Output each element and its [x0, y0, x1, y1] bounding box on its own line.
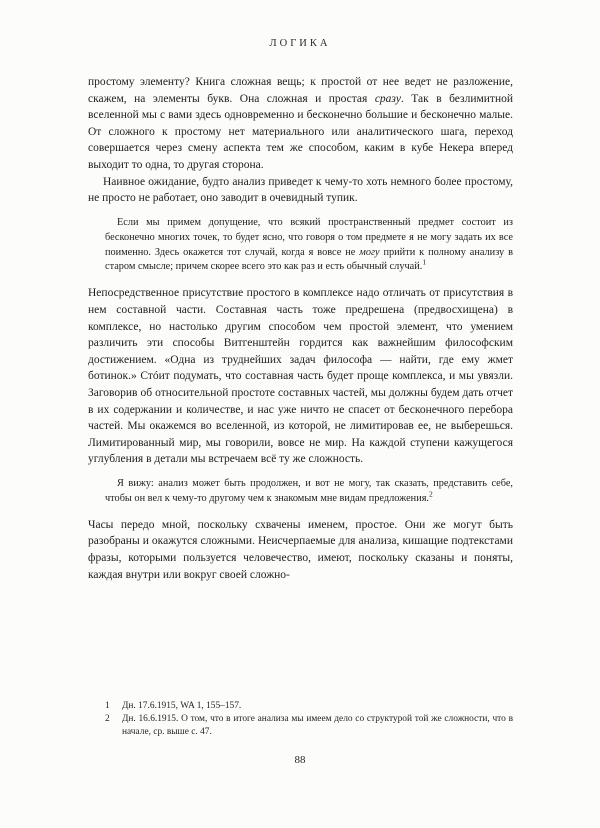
quote-1-text: Если мы примем допущение, что всякий пространственный предмет состоит из бесконечно многих точек, то будет ясно, что говоря о том предмете я не могу задать их все поименно. Здесь окажется тот случай, когда я вовсе не: [105, 216, 513, 258]
paragraph-1-text-cont: . Так в безлимитной вселенной мы с вами здесь одновременно и бесконечно большие и бесконечно малые. От сложного к простому нет материального или аналитического шага, переход совершается через смену аспекта тем же способом, каким в кубе Некера вперед выходит то одна, то другая сторона.: [88, 92, 514, 171]
page-number: 88: [294, 754, 306, 766]
footnotes: [88, 700, 513, 740]
running-head: [0, 38, 600, 49]
footnote-ref-2: 2: [429, 489, 433, 499]
paragraph-2: Наивное ожидание, будто анализ приведет к чему-то хоть немного более простому, не просто не работает, оно заводит в очевидный тупик.: [88, 175, 513, 205]
footnote-ref-1: 1: [422, 258, 427, 268]
block-quote-1: [105, 216, 513, 276]
chapter-title: ЛОГИКА: [269, 38, 331, 49]
text-column: [88, 74, 513, 583]
paragraph-1-text: простому элементу? Книга сложная вещь; к простой от нее ведет не разложение, скажем, на элементы букв. Она сложная и простая: [88, 76, 513, 105]
footnote-1-text: Дн. 17.6.1915, WA 1, 155–157.: [122, 701, 242, 711]
block-quote-2: [105, 477, 513, 507]
italic-word-srazu: сразу: [374, 92, 401, 105]
footnote-1-marker: 1: [105, 701, 110, 711]
paragraph-4: Часы передо мной, поскольку схвачены именем, простое. Они же могут быть разобраны и окажутся сложными. Неисчерпаемые для анализа, кишащие подтекстами фразы, которыми пользуется человечество, имеют, поскольку сказаны и поняты, каждая внутри или вокруг своей сложно-: [88, 518, 513, 581]
footnote-1: [88, 700, 513, 713]
paragraph-1: [88, 74, 513, 174]
quote-2-text: Я вижу: анализ может быть продолжен, и вот не могу, так сказать, представить себе, чтобы он вел к чему-то другому чем к знакомым мне видам предложения.: [105, 477, 513, 504]
footnote-2-text: Дн. 16.6.1915. О том, что в итоге анализа мы имеем дело со структурой той же сложности, что в начале, ср. выше с. 47.: [122, 714, 513, 738]
paragraph-3: Непосредственное присутствие простого в комплексе надо отличать от присутствия в нем составной части. Составная часть тоже предрешена (предвосхищена) в комплексе, но настолько другим способом чем простой элемент, что умением различить эти способы Витгенштейн гордится как важнейшим философским достижением. «Одна из труднейших задач философа — найти, где ему жмет ботинок.» Стóит подумать, что составная часть будет проще комплекса, и мы увязли. Заговорив об относительной простоте составных частей, мы должны будем дать отчет в их содержании и количестве, и нас уже ничто не спасет от бесконечного перебора частей. Мы окажемся во вселенной, из которой, не лимитировав ее, не выберешься. Лимитированный мир, мы говорили, вовсе не мир. На каждой ступени кажущегося углубления в детали мы встречаем всё ту же сложность.: [88, 287, 513, 466]
quote-1-text-cont: прийти к полному анализу в старом смысле; причем скорее всего это как раз и есть обычный случай.: [105, 246, 513, 273]
footnote-2: [88, 713, 513, 739]
footnote-2-marker: 2: [105, 714, 110, 725]
italic-word-mogu: могу: [359, 246, 380, 258]
